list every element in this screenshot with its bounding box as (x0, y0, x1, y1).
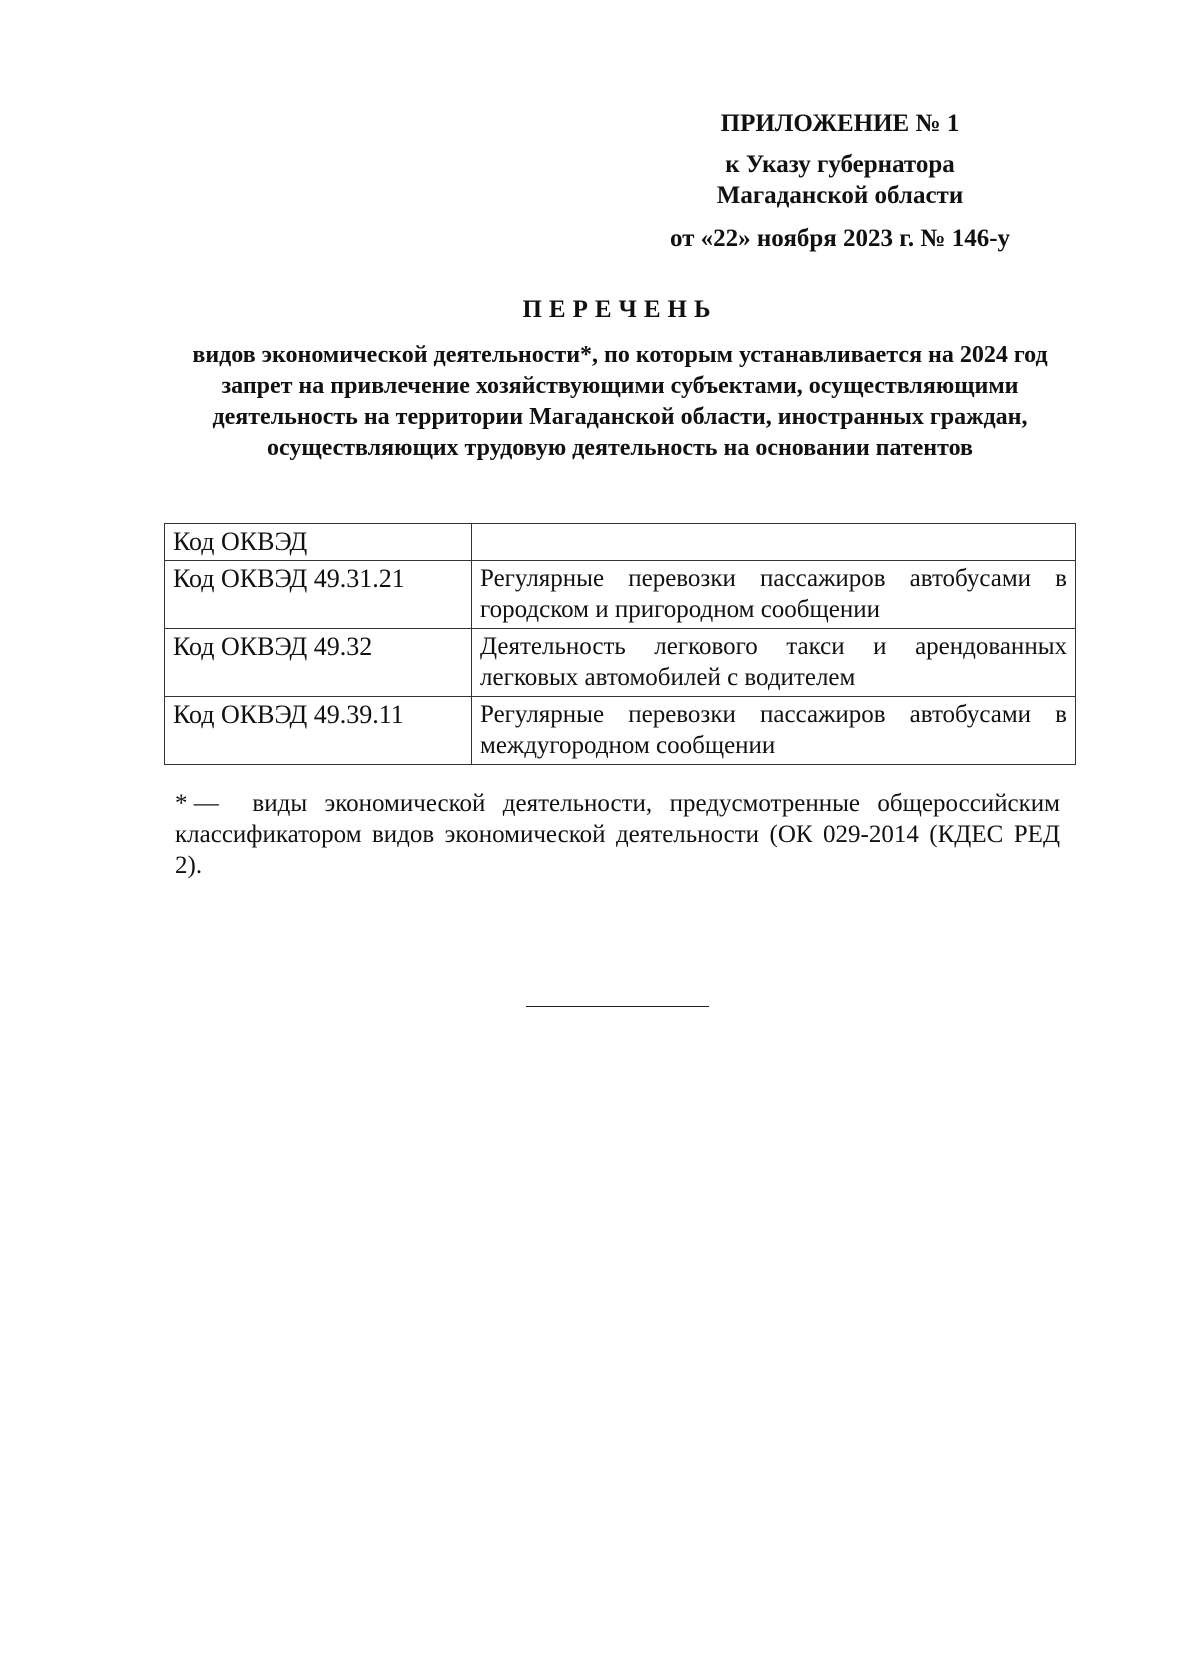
footnote (175, 788, 1060, 881)
okved-description-cell: Деятельность легкового такси и арендованных легковых автомобилей с водителем (472, 629, 1076, 697)
appendix-header (640, 108, 1040, 254)
okved-code-cell: Код ОКВЭД 49.32 (165, 629, 472, 697)
footnote-text: виды экономической деятельности, предусмотренные общероссийским классификатором видов экономической деятельности (ОК 029-2014 (КДЕС РЕД 2). (175, 790, 1060, 879)
table-row (165, 697, 1076, 765)
document-title: ПЕРЕЧЕНЬ (522, 296, 718, 323)
appendix-decree-line: к Указу губернатора (725, 151, 955, 178)
appendix-region-line: Магаданской области (716, 182, 964, 209)
end-divider (526, 1006, 709, 1007)
okved-code-cell: Код ОКВЭД 49.31.21 (165, 561, 472, 629)
appendix-title: ПРИЛОЖЕНИЕ № 1 (720, 110, 960, 137)
okved-description-cell: Регулярные перевозки пассажиров автобусами в междугородном сообщении (472, 697, 1076, 765)
okved-description-cell: Регулярные перевозки пассажиров автобусами в городском и пригородном сообщении (472, 561, 1076, 629)
appendix-date-line: от «22» ноября 2023 г. № 146-у (669, 225, 1011, 252)
footnote-mark: * — (175, 790, 219, 817)
table-header-description (472, 524, 1076, 561)
table-header-code: Код ОКВЭД (165, 524, 472, 561)
okved-table (164, 523, 1076, 765)
document-subtitle: видов экономической деятельности*, по которым устанавливается на 2024 год запрет на привлечение хозяйствующими субъектами, осуществляющими деятельность на территории Магаданской области, иностранных граждан, осуществляющих трудовую деятельность на основании патентов (192, 342, 1048, 461)
okved-code-cell: Код ОКВЭД 49.39.11 (165, 697, 472, 765)
table-header-row (165, 524, 1076, 561)
table-row (165, 629, 1076, 697)
table-row (165, 561, 1076, 629)
